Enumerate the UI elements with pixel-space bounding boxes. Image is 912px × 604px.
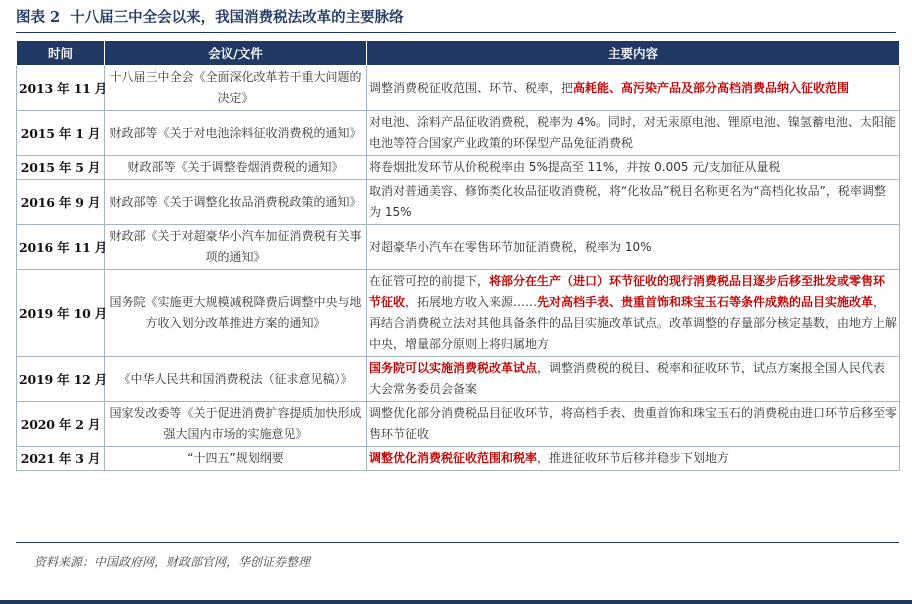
header-content: 主要内容 — [367, 41, 900, 66]
figure-title-text: 十八届三中全会以来，我国消费税法改革的主要脉络 — [70, 9, 404, 26]
row-date: 2013 年 11 月 — [17, 66, 105, 111]
header-doc: 会议/文件 — [105, 41, 367, 66]
row-content — [367, 111, 900, 156]
table-row — [17, 270, 900, 357]
row-date: 2015 年 1 月 — [17, 111, 105, 156]
row-content — [367, 156, 900, 180]
row-content — [367, 402, 900, 447]
row-document: 财政部等《关于调整卷烟消费税的通知》 — [105, 156, 367, 180]
highlighted-text: 先对高档手表、贵重首饰和珠宝玉石等条件成熟的品目实施改革 — [537, 295, 874, 309]
row-content — [367, 66, 900, 111]
row-document: 国家发改委等《关于促进消费扩容提质加快形成强大国内市场的实施意见》 — [105, 402, 367, 447]
table-bottom-rule — [16, 542, 899, 543]
row-date: 2016 年 11 月 — [17, 225, 105, 270]
row-document: “十四五”规划纲要 — [105, 447, 367, 471]
reform-timeline-table — [16, 40, 900, 471]
row-date: 2019 年 12 月 — [17, 357, 105, 402]
content-text: 调整消费税征收范围、环节、税率，把 — [369, 80, 574, 95]
row-document: 国务院《实施更大规模减税降费后调整中央与地方收入划分改革推进方案的通知》 — [105, 270, 367, 357]
row-document: 财政部等《关于调整化妆品消费税政策的通知》 — [105, 180, 367, 225]
table-row — [17, 156, 900, 180]
figure-title — [16, 6, 896, 30]
table-row — [17, 111, 900, 156]
title-divider — [16, 32, 896, 33]
row-content — [367, 180, 900, 225]
content-text: 调整优化部分消费税品目征收环节，将高档手表、贵重首饰和珠宝玉石的消费税由进口环节后移至零售环节征收 — [369, 406, 898, 441]
table-row — [17, 225, 900, 270]
row-content — [367, 270, 900, 357]
content-text: ，拓展地方收入来源…… — [405, 295, 538, 309]
highlighted-text: 国务院可以实施消费税改革试点 — [369, 361, 538, 375]
row-content — [367, 357, 900, 402]
footer-bar — [0, 600, 912, 604]
content-text: 取消对普通美容、修饰类化妆品征收消费税，将“化妆品”税目名称更名为“高档化妆品”，税率调整为 15% — [369, 184, 886, 219]
content-text: ，调整消费税的税目、税率和征收环节，试点方案报全国人民代表大会常务委员会备案 — [369, 361, 886, 396]
row-content — [367, 225, 900, 270]
table-row — [17, 357, 900, 402]
table-row — [17, 447, 900, 471]
figure-label: 图表 2 — [16, 9, 61, 26]
source-note: 资料来源：中国政府网，财政部官网，华创证券整理 — [34, 555, 311, 569]
row-date: 2016 年 9 月 — [17, 180, 105, 225]
row-document: 《中华人民共和国消费税法（征求意见稿）》 — [105, 357, 367, 402]
table-body — [17, 66, 900, 471]
table-row — [17, 180, 900, 225]
content-text: 将卷烟批发环节从价税税率由 5%提高至 11%，并按 0.005 元/支加征从量税 — [369, 160, 781, 174]
row-document: 财政部等《关于对电池涂料征收消费税的通知》 — [105, 111, 367, 156]
row-date: 2015 年 5 月 — [17, 156, 105, 180]
row-content — [367, 447, 900, 471]
highlighted-text: 调整优化消费税征收范围和税率 — [369, 451, 538, 465]
content-text: 对电池、涂料产品征收消费税，税率为 4%。同时，对无汞原电池、锂原电池、镍氢蓄电池、太阳能电池等符合国家产业政策的环保型产品免征消费税 — [369, 115, 896, 150]
content-text: 在征管可控的前提下， — [369, 274, 490, 288]
row-document: 财政部《关于对超豪华小汽车加征消费税有关事项的通知》 — [105, 225, 367, 270]
table-header-row — [17, 41, 900, 66]
content-text: ，再结合消费税立法对其他具备条件的品目实施改革试点。改革调整的存量部分核定基数，由地方上解中央，增量部分原则上将归属地方 — [369, 295, 898, 351]
row-document: 十八届三中全会《全面深化改革若干重大问题的决定》 — [105, 66, 367, 111]
row-date: 2020 年 2 月 — [17, 402, 105, 447]
content-text: 对超豪华小汽车在零售环节加征消费税，税率为 10% — [369, 239, 652, 254]
content-text: ，推进征收环节后移并稳步下划地方 — [537, 451, 730, 465]
highlighted-text: 高耗能、高污染产品及部分高档消费品纳入征收范围 — [573, 80, 850, 95]
row-date: 2019 年 10 月 — [17, 270, 105, 357]
table-row — [17, 66, 900, 111]
header-time: 时间 — [17, 41, 105, 66]
row-date: 2021 年 3 月 — [17, 447, 105, 471]
highlighted-text: 将部分在生产（进口）环节征收的现行消费税品目逐步后移至批发或零售环节征收 — [369, 274, 886, 309]
table-row — [17, 402, 900, 447]
